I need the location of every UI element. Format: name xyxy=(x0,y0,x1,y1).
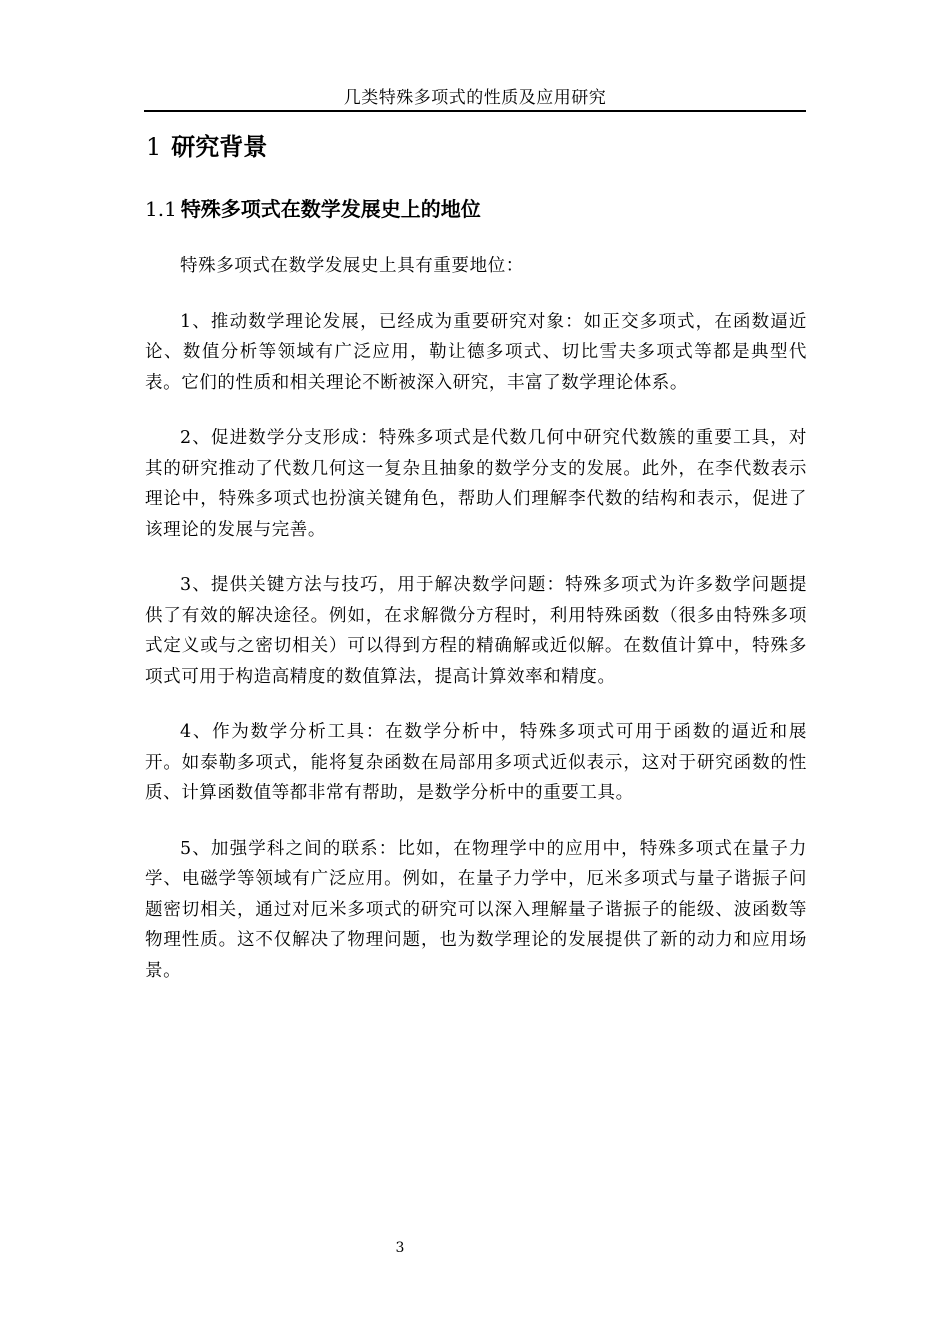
running-header: 几类特殊多项式的性质及应用研究 xyxy=(343,88,607,108)
section-heading xyxy=(145,195,481,223)
chapter-title: 研究背景 xyxy=(171,133,268,161)
paragraph-intro: 特殊多项式在数学发展史上具有重要地位： xyxy=(180,256,524,276)
section-title: 特殊多项式在数学发展史上的地位 xyxy=(180,197,481,221)
paragraph-point-4: 4、作为数学分析工具：在数学分析中，特殊多项式可用于函数的逼近和展开。如泰勒多项式，能将复杂函数在局部用多项式近似表示，这对于研究函数的性质、计算函数值等都非常有帮助，是数学分析中的重要工具。 xyxy=(145,722,807,803)
chapter-heading xyxy=(146,132,267,162)
chapter-number: 1 xyxy=(146,133,162,161)
body-text xyxy=(145,251,807,1011)
page-number: 3 xyxy=(395,1240,405,1256)
paragraph-point-3: 3、提供关键方法与技巧，用于解决数学问题：特殊多项式为许多数学问题提供了有效的解决途径。例如，在求解微分方程时，利用特殊函数（很多由特殊多项式定义或与之密切相关）可以得到方程的精确解或近似解。在数值计算中，特殊多项式可用于构造高精度的数值算法，提高计算效率和精度。 xyxy=(145,575,807,687)
paragraph-point-2: 2、促进数学分支形成：特殊多项式是代数几何中研究代数簇的重要工具，对其的研究推动了代数几何这一复杂且抽象的数学分支的发展。此外，在李代数表示理论中，特殊多项式也扮演关键角色，帮助人们理解李代数的结构和表示，促进了该理论的发展与完善。 xyxy=(145,428,807,540)
section-number: 1.1 xyxy=(145,197,177,221)
paragraph-point-5: 5、加强学科之间的联系：比如，在物理学中的应用中，特殊多项式在量子力学、电磁学等领域有广泛应用。例如，在量子力学中，厄米多项式与量子谐振子问题密切相关，通过对厄米多项式的研究可以深入理解量子谐振子的能级、波函数等物理性质。这不仅解决了物理问题，也为数学理论的发展提供了新的动力和应用场景。 xyxy=(145,838,807,981)
header-rule xyxy=(144,110,806,112)
paragraph-point-1: 1、推动数学理论发展，已经成为重要研究对象：如正交多项式，在函数逼近论、数值分析等领域有广泛应用，勒让德多项式、切比雪夫多项式等都是典型代表。它们的性质和相关理论不断被深入研究，丰富了数学理论体系。 xyxy=(145,311,807,393)
